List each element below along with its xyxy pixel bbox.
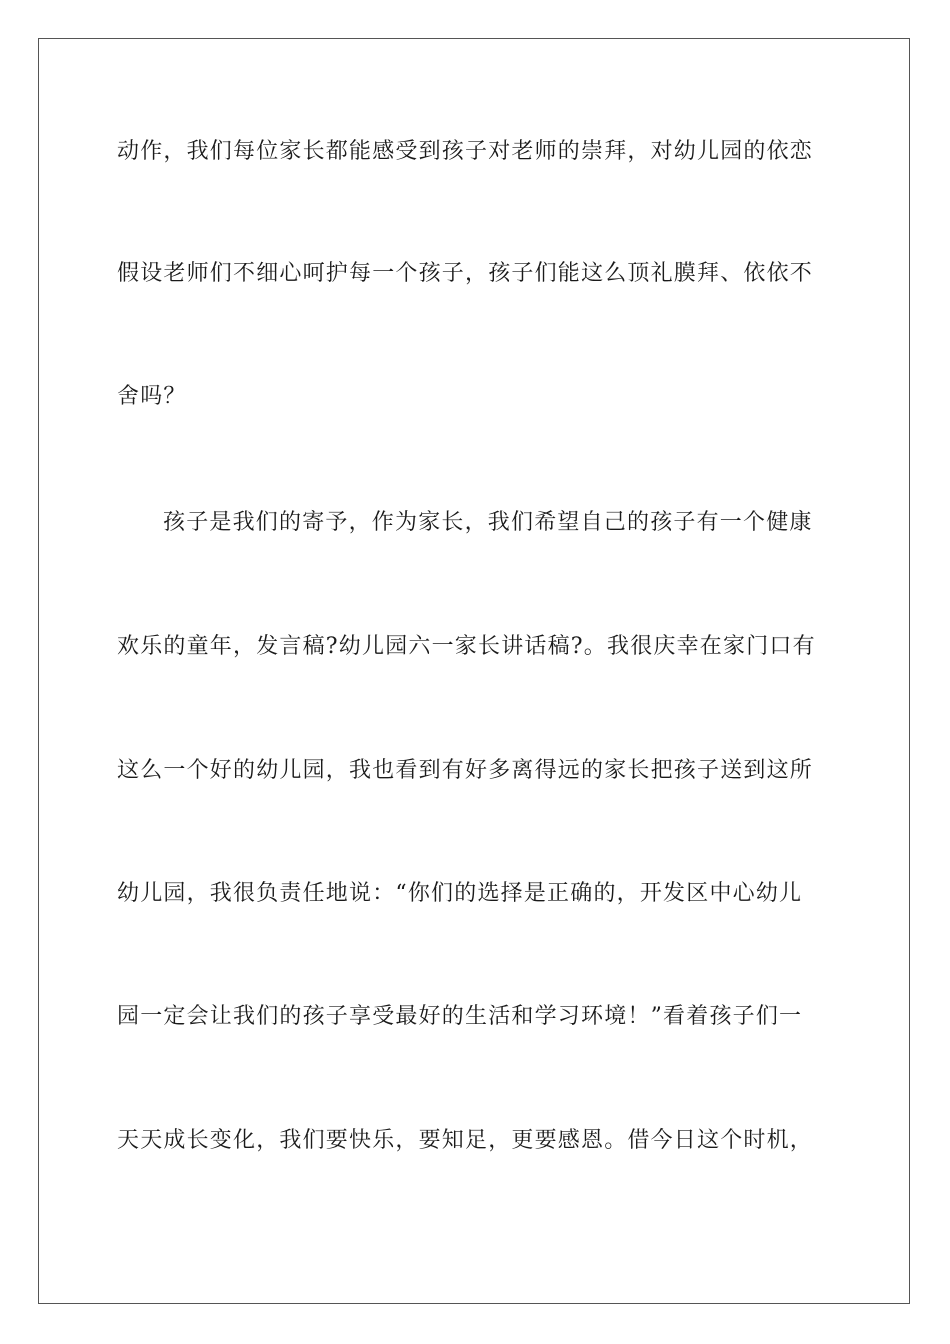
text-line-8: 园一定会让我们的孩子享受最好的生活和学习环境！”看着孩子们一 <box>117 1004 803 1029</box>
paragraph-start-line: 孩子是我们的寄予，作为家长，我们希望自己的孩子有一个健康 <box>163 510 813 535</box>
text-line-3: 舍吗？ <box>117 384 187 409</box>
text-line-7: 幼儿园，我很负责任地说：“你们的选择是正确的，开发区中心幼儿 <box>117 881 803 906</box>
text-line-1: 动作，我们每位家长都能感受到孩子对老师的崇拜，对幼儿园的依恋 <box>117 139 814 164</box>
text-line-5: 欢乐的童年，发言稿?幼儿园六一家长讲话稿?。我很庆幸在家门口有 <box>117 634 816 659</box>
text-line-9: 天天成长变化，我们要快乐，要知足，更要感恩。借今日这个时机， <box>117 1128 814 1153</box>
page-border <box>38 38 910 1304</box>
text-line-2: 假设老师们不细心呵护每一个孩子，孩子们能这么顶礼膜拜、依依不 <box>117 261 814 286</box>
text-line-6: 这么一个好的幼儿园，我也看到有好多离得远的家长把孩子送到这所 <box>117 758 814 783</box>
